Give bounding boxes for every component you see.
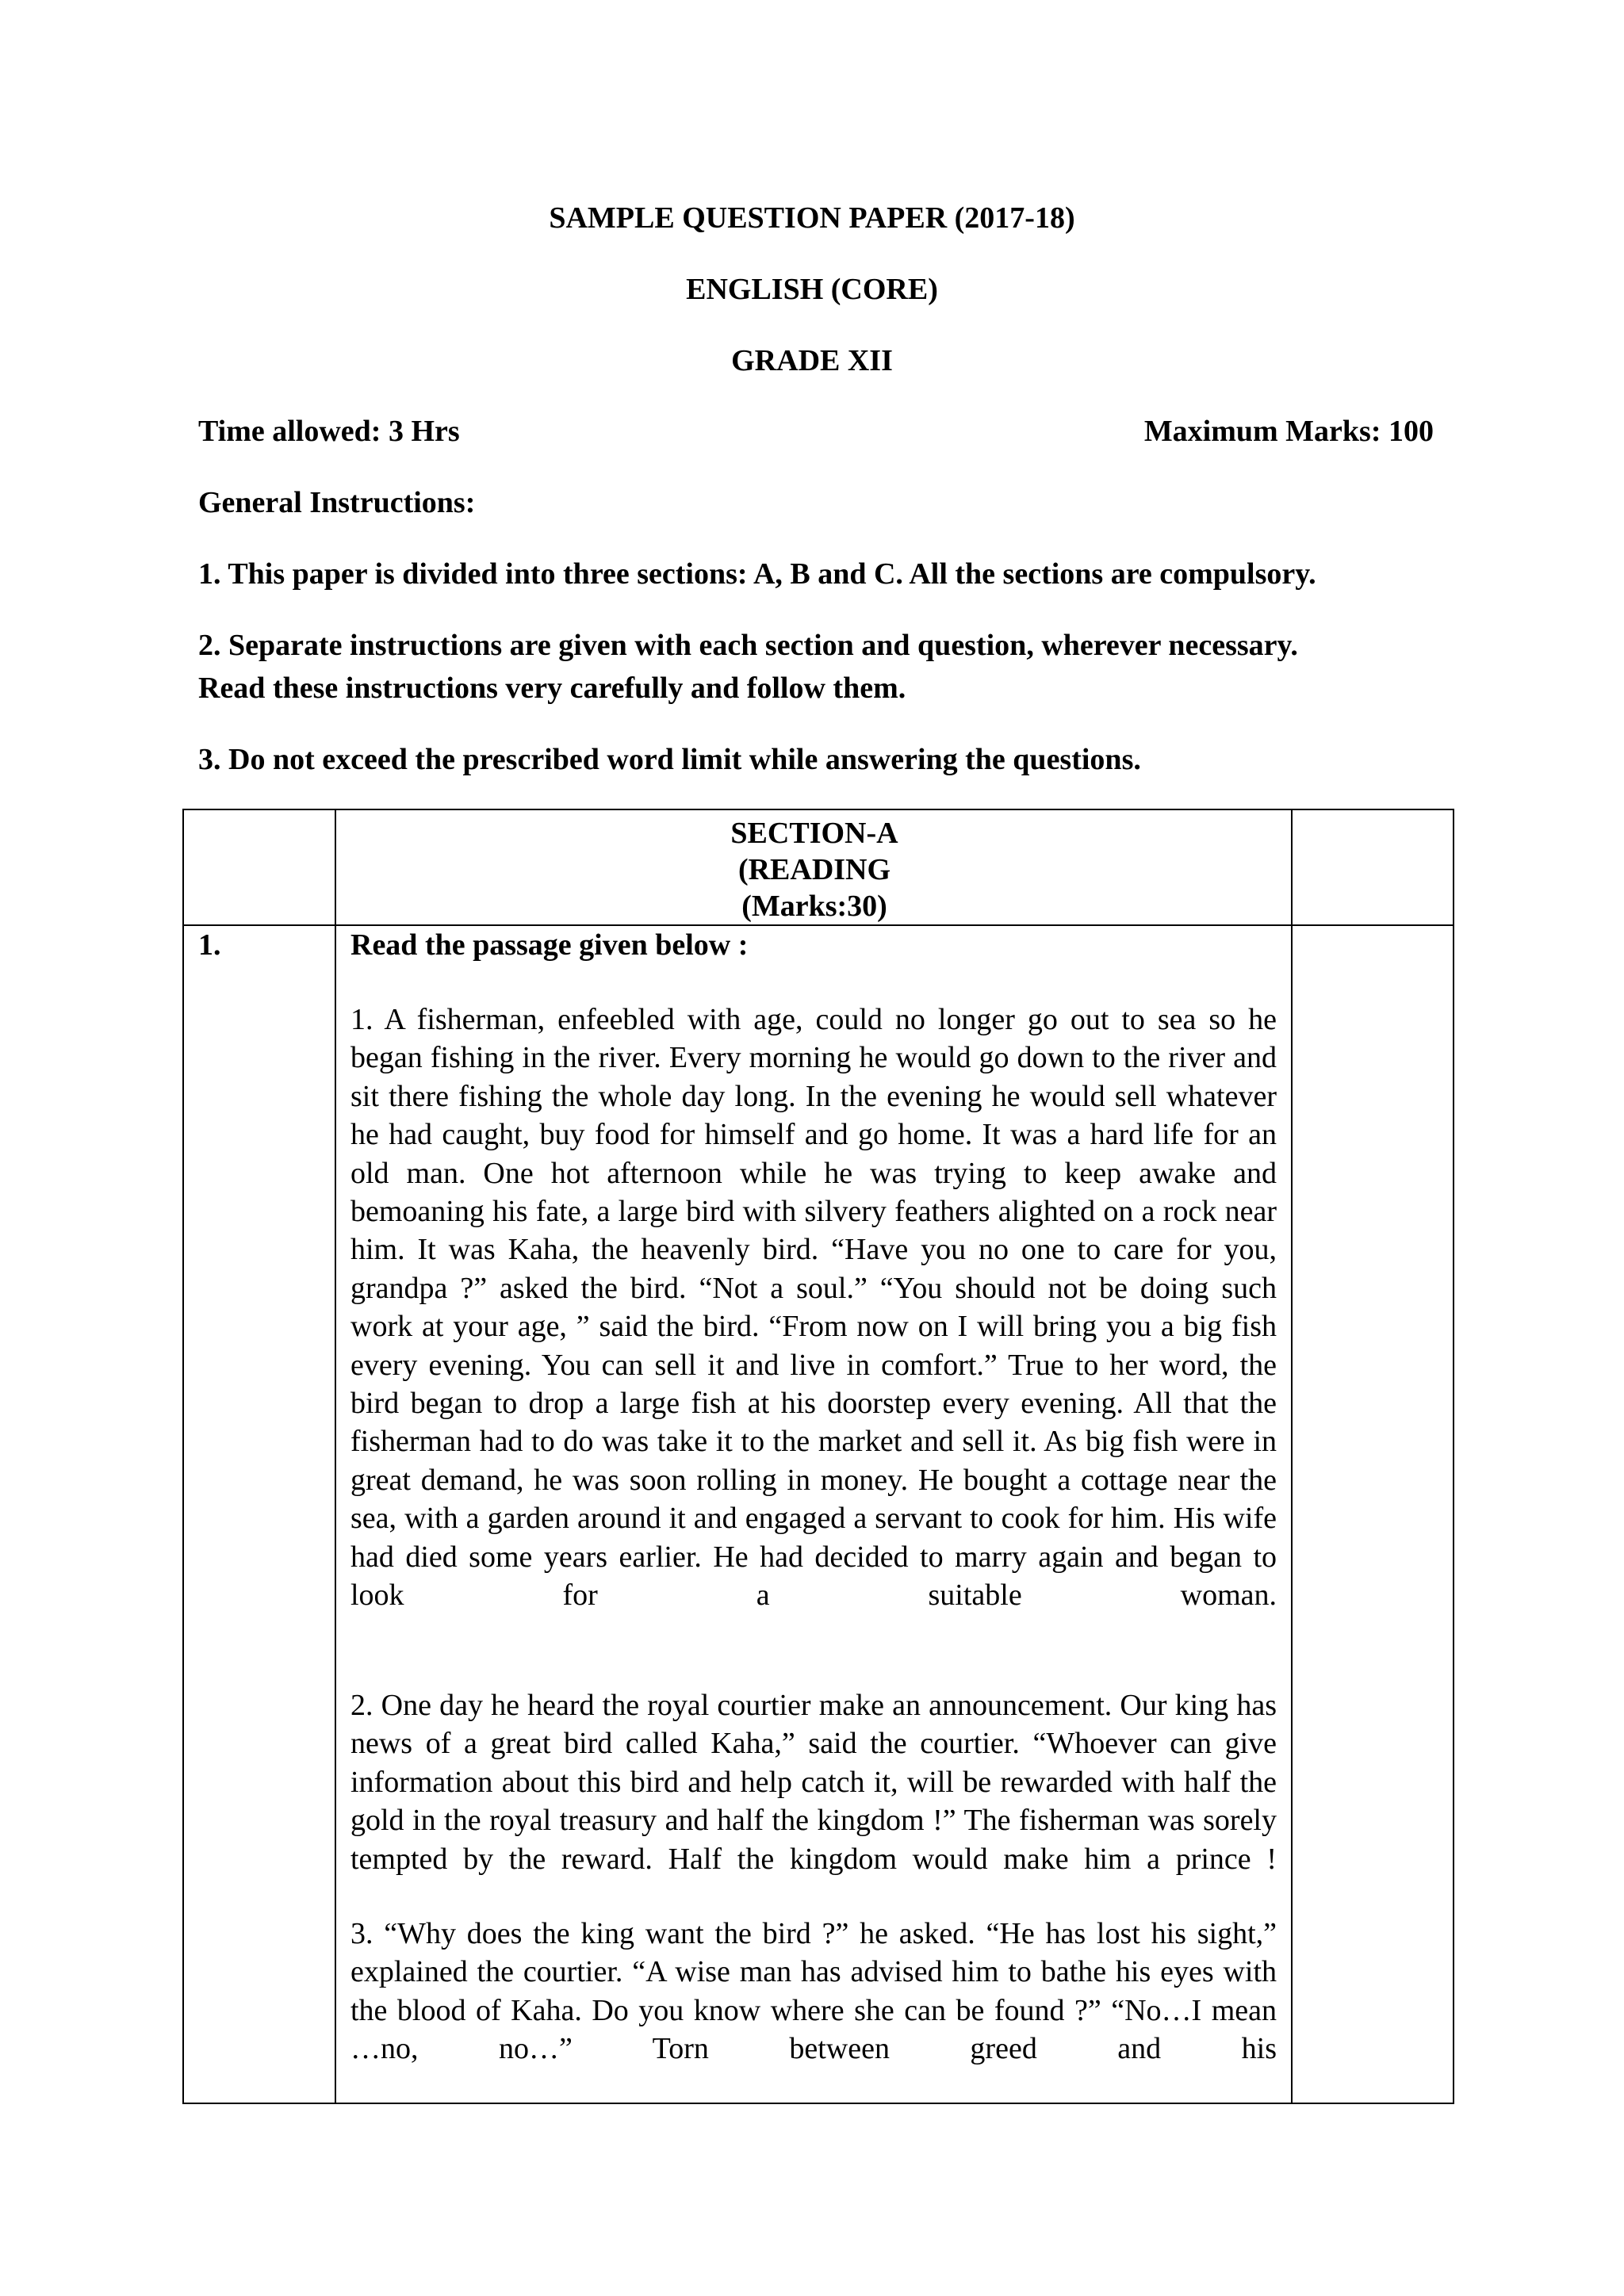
instruction-2-line-2: Read these instructions very carefully and follow them. <box>198 672 906 705</box>
passage-paragraph-2: 2. One day he heard the royal courtier make an announcement. Our king has news of a great bird called Kaha,” said the courtier. “Whoever can give information about this bird and help catch it, will be rewarded with half the gold in the royal treasury and half the kingdom !” The fisherman was sorely tempted by the reward. Half the kingdom would make him a prince ! <box>350 1689 1277 1876</box>
title-line-2: ENGLISH (CORE) <box>686 273 938 306</box>
question-title: Read the passage given below : <box>350 928 749 962</box>
title-line-3: GRADE XII <box>731 344 893 377</box>
maximum-marks: Maximum Marks: 100 <box>1143 415 1434 448</box>
instruction-1: 1. This paper is divided into three sections: A, B and C. All the sections are compulsory. <box>198 557 1316 591</box>
section-marks: (Marks:30) <box>741 890 887 923</box>
section-subtitle: (READING <box>737 853 891 886</box>
instruction-3: 3. Do not exceed the prescribed word limit while answering the questions. <box>198 743 1141 776</box>
table-divider-col-1 <box>335 810 336 2103</box>
table-divider-col-2 <box>1291 810 1293 2103</box>
instructions-heading: General Instructions: <box>198 486 476 519</box>
section-title: SECTION-A <box>730 817 898 850</box>
question-table <box>182 809 1454 2104</box>
question-number: 1. <box>198 928 221 962</box>
title-line-1: SAMPLE QUESTION PAPER (2017-18) <box>549 201 1075 235</box>
passage-paragraph-1: 1. A fisherman, enfeebled with age, could no longer go out to sea so he began fishing in the river. Every morning he would go down to the river and sit there fishing the whole day long. In the evening he would sell whatever he had caught, buy food for himself and go home. It was a hard life for an old man. One hot afternoon while he was trying to keep awake and bemoaning his fate, a large bird with silvery feathers alighted on a rock near him. It was Kaha, the heavenly bird. “Have you no one to care for you, grandpa ?” asked the bird. “Not a soul.” “You should not be doing such work at your age, ” said the bird. “From now on I will bring you a big fish every evening. You can sell it and live in comfort.” True to her word, the bird began to drop a large fish at his doorstep every evening. All that the fisherman had to do was take it to the market and sell it. As big fish were in great demand, he was soon rolling in money. He bought a cottage near the sea, with a garden around it and engaged a servant to cook for him. His wife had died some years earlier. He had decided to marry again and began to look for a suitable woman. <box>350 1003 1277 1613</box>
instruction-2-line-1: 2. Separate instructions are given with each section and question, wherever necessary. <box>198 629 1298 662</box>
section-heading <box>336 815 1293 924</box>
time-allowed: Time allowed: 3 Hrs <box>198 415 460 448</box>
passage-paragraph-3: 3. “Why does the king want the bird ?” he asked. “He has lost his sight,” explained the courtier. “A wise man has advised him to bathe his eyes with the blood of Kaha. Do you know where she can be found ?” “No…I mean …no, no…” Torn between greed and his <box>350 1917 1277 2066</box>
